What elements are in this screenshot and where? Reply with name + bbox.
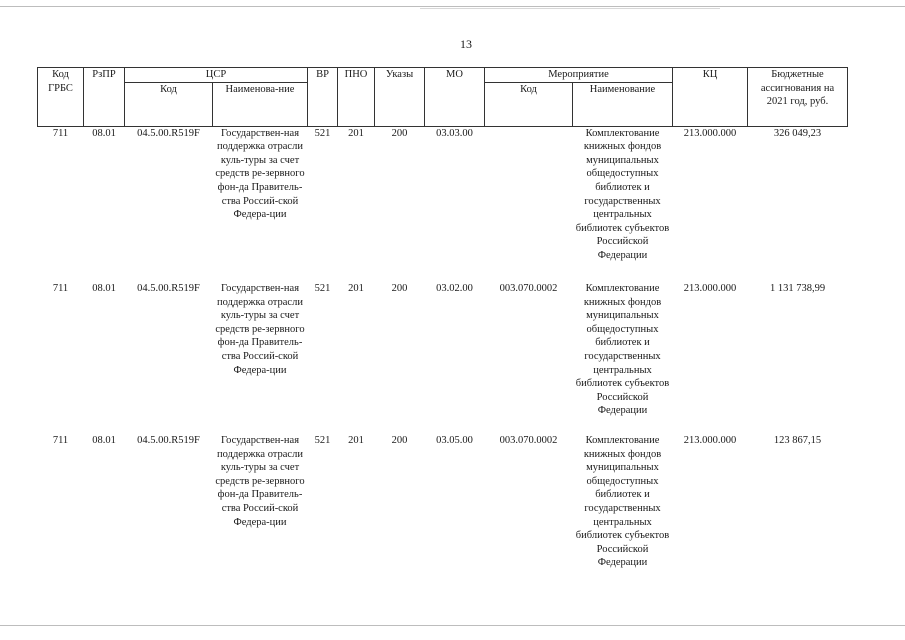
cell-pno: 201 xyxy=(348,283,364,295)
cell-budget: 123 867,15 xyxy=(773,435,822,447)
header-kc: КЦ xyxy=(673,68,748,127)
cell-csr-kod: 04.5.00.R519F xyxy=(137,283,200,295)
header-kod-grbs: Код ГРБС xyxy=(38,68,84,127)
cell-kod-grbs: 711 xyxy=(52,283,69,295)
scan-border-bottom xyxy=(0,625,905,626)
cell-mer-name: Комплектование книжных фондов муниципальных общедоступных библиотек и государственных центральных библиотек субъектов Российской Федерации xyxy=(575,127,670,261)
cell-ukazy: 200 xyxy=(391,283,408,295)
header-budget: Бюджетные ассигнования на 2021 год, руб. xyxy=(748,68,848,127)
budget-allocation-table xyxy=(37,67,848,584)
cell-vr: 521 xyxy=(314,283,331,295)
cell-vr: 521 xyxy=(314,127,331,139)
cell-mer-name: Комплектование книжных фондов муниципальных общедоступных библиотек и государственных центральных библиотек субъектов Российской Федерации xyxy=(575,435,670,569)
cell-mo: 03.05.00 xyxy=(436,435,473,447)
cell-rzpr: 08.01 xyxy=(92,435,116,447)
cell-budget: 1 131 738,99 xyxy=(769,283,826,295)
cell-budget: 326 049,23 xyxy=(773,127,822,139)
header-csr: ЦСР xyxy=(125,68,308,83)
header-pno: ПНО xyxy=(338,68,375,127)
scan-border-top xyxy=(0,6,905,7)
header-mo: МО xyxy=(425,68,485,127)
cell-mer-kod: 003.070.0002 xyxy=(499,435,558,447)
header-csr-kod: Код xyxy=(125,82,213,126)
cell-mo: 03.02.00 xyxy=(436,283,473,295)
cell-kc: 213.000.000 xyxy=(683,283,737,295)
cell-kod-grbs: 711 xyxy=(52,435,69,447)
header-mer-kod: Код xyxy=(485,82,573,126)
cell-mer-name: Комплектование книжных фондов муниципальных общедоступных библиотек и государственных центральных библиотек субъектов Российской Федерации xyxy=(575,283,670,417)
cell-mer-kod xyxy=(485,126,573,282)
table-row xyxy=(38,282,848,434)
page-number: 13 xyxy=(460,37,472,51)
header-ukazy: Указы xyxy=(375,68,425,127)
cell-csr-name: Государствен-ная поддержка отрасли куль-туры за счет средств ре-зервного фон-да Правитель-ства Россий-ской Федера-ции xyxy=(215,435,305,528)
cell-rzpr: 08.01 xyxy=(92,127,116,139)
cell-csr-kod: 04.5.00.R519F xyxy=(137,127,200,139)
cell-mo: 03.03.00 xyxy=(436,127,473,139)
cell-pno: 201 xyxy=(348,127,364,139)
cell-mer-kod: 003.070.0002 xyxy=(499,283,558,295)
cell-vr: 521 xyxy=(314,435,331,447)
scan-border-top-faint xyxy=(420,8,720,9)
cell-csr-name: Государствен-ная поддержка отрасли куль-туры за счет средств ре-зервного фон-да Правитель-ства Россий-ской Федера-ции xyxy=(215,283,305,376)
header-vr: ВР xyxy=(308,68,338,127)
cell-csr-name: Государствен-ная поддержка отрасли куль-туры за счет средств ре-зервного фон-да Правитель-ства Россий-ской Федера-ции xyxy=(215,127,305,221)
cell-kc: 213.000.000 xyxy=(683,127,737,139)
cell-csr-kod: 04.5.00.R519F xyxy=(137,435,200,447)
header-csr-name: Наименова-ние xyxy=(213,82,308,126)
cell-rzpr: 08.01 xyxy=(92,283,116,295)
cell-pno: 201 xyxy=(348,435,364,447)
header-mer-name: Наименование xyxy=(573,82,673,126)
cell-kod-grbs: 711 xyxy=(52,127,69,139)
cell-kc: 213.000.000 xyxy=(683,435,737,447)
cell-ukazy: 200 xyxy=(391,127,408,139)
table-row xyxy=(38,434,848,584)
header-meropriyatie: Мероприятие xyxy=(485,68,673,83)
cell-ukazy: 200 xyxy=(391,435,408,447)
header-rzpr: РзПР xyxy=(84,68,125,127)
table-row xyxy=(38,126,848,282)
